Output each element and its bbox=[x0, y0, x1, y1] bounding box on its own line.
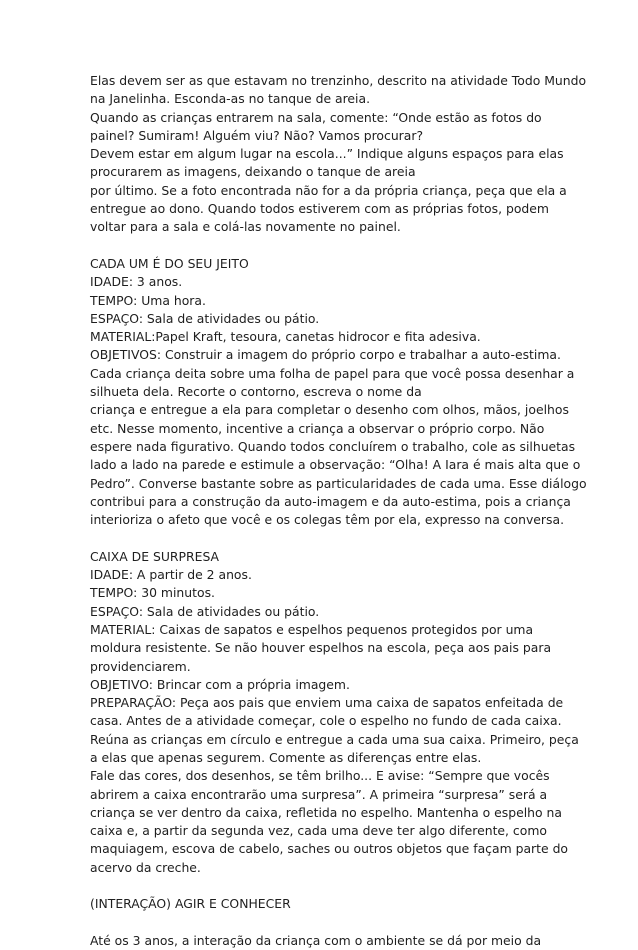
text-line: OBJETIVOS: Construir a imagem do próprio corpo e trabalhar a auto-estima. bbox=[90, 347, 561, 363]
text-line: PREPARAÇÃO: Peça aos pais que enviem uma caixa de sapatos enfeitada de bbox=[90, 695, 564, 711]
text-line: maquiagem, escova de cabelo, saches ou outros objetos que façam parte do bbox=[90, 841, 569, 857]
text-line: contribui para a construção da auto-imagem e da auto-estima, pois a criança bbox=[90, 493, 571, 509]
text-line: Devem estar em algum lugar na escola...” Indique alguns espaços para elas bbox=[90, 146, 564, 162]
text-line: criança e entregue a ela para completar o desenho com olhos, mãos, joelhos bbox=[90, 402, 569, 418]
text-line: entregue ao dono. Quando todos estiverem com as próprias fotos, podem bbox=[90, 201, 549, 217]
text-line: procurarem as imagens, deixando o tanque de areia bbox=[90, 164, 416, 180]
paragraph-intro bbox=[90, 72, 587, 237]
text-line: TEMPO: Uma hora. bbox=[90, 292, 206, 308]
paragraph-spacer bbox=[90, 914, 560, 932]
text-line: providenciarem. bbox=[90, 658, 191, 674]
text-line: espere nada figurativo. Quando todos concluírem o trabalho, cole as silhuetas bbox=[90, 438, 576, 454]
section-heading: (INTERAÇÃO) AGIR E CONHECER bbox=[90, 896, 291, 912]
text-line: por último. Se a foto encontrada não for a da própria criança, peça que ela a bbox=[90, 182, 567, 198]
text-line: caixa e, a partir da segunda vez, cada uma deve ter algo diferente, como bbox=[90, 823, 547, 839]
text-line: Quando as crianças entrarem na sala, comente: “Onde estão as fotos do bbox=[90, 109, 542, 125]
text-line: IDADE: A partir de 2 anos. bbox=[90, 567, 252, 583]
text-line: IDADE: 3 anos. bbox=[90, 274, 183, 290]
paragraph-spacer bbox=[90, 877, 560, 895]
activity-title: CADA UM É DO SEU JEITO bbox=[90, 255, 249, 271]
text-line: voltar para a sala e colá-las novamente no painel. bbox=[90, 219, 401, 235]
text-line: lado a lado na parede e estimule a observação: “Olha! A Iara é mais alta que o bbox=[90, 457, 581, 473]
text-line: casa. Antes de a atividade começar, cole o espelho no fundo de cada caixa. bbox=[90, 713, 562, 729]
text-line: TEMPO: 30 minutos. bbox=[90, 585, 215, 601]
text-line: etc. Nesse momento, incentive a criança a observar o próprio corpo. Não bbox=[90, 420, 545, 436]
text-line: acervo da creche. bbox=[90, 859, 201, 875]
text-line: MATERIAL:Papel Kraft, tesoura, canetas hidrocor e fita adesiva. bbox=[90, 329, 481, 345]
text-line: OBJETIVO: Brincar com a própria imagem. bbox=[90, 676, 350, 692]
text-line: abrirem a caixa encontrarão uma surpresa”. A primeira “surpresa” será a bbox=[90, 786, 548, 802]
activity-caixa-surpresa bbox=[90, 548, 579, 877]
text-line: na Janelinha. Esconda-as no tanque de areia. bbox=[90, 91, 371, 107]
text-line: Cada criança deita sobre uma folha de papel para que você possa desenhar a bbox=[90, 365, 575, 381]
paragraph-interacao bbox=[90, 932, 560, 950]
text-line: MATERIAL: Caixas de sapatos e espelhos pequenos protegidos por uma bbox=[90, 621, 534, 637]
text-line: silhueta dela. Recorte o contorno, escreva o nome da bbox=[90, 384, 422, 400]
activity-cada-um bbox=[90, 255, 587, 529]
text-line: Pedro”. Converse bastante sobre as particularidades de cada uma. Esse diálogo bbox=[90, 475, 587, 491]
text-line: moldura resistente. Se não houver espelhos na escola, peça aos pais para bbox=[90, 640, 552, 656]
text-line: ESPAÇO: Sala de atividades ou pátio. bbox=[90, 603, 320, 619]
text-line: painel? Sumiram! Alguém viu? Não? Vamos procurar? bbox=[90, 127, 424, 143]
paragraph-spacer bbox=[90, 529, 560, 547]
text-line: a elas que apenas segurem. Comente as diferenças entre elas. bbox=[90, 749, 482, 765]
text-line: Reúna as crianças em círculo e entregue a cada uma sua caixa. Primeiro, peça bbox=[90, 731, 579, 747]
text-line: ESPAÇO: Sala de atividades ou pátio. bbox=[90, 310, 320, 326]
text-line: interioriza o afeto que você e os colegas têm por ela, expresso na conversa. bbox=[90, 512, 565, 528]
activity-title: CAIXA DE SURPRESA bbox=[90, 548, 220, 564]
section-interacao bbox=[90, 895, 560, 913]
paragraph-spacer bbox=[90, 237, 560, 255]
text-line: criança se ver dentro da caixa, refletida no espelho. Mantenha o espelho na bbox=[90, 804, 562, 820]
text-line: Elas devem ser as que estavam no trenzinho, descrito na atividade Todo Mundo bbox=[90, 73, 587, 88]
text-line: Fale das cores, dos desenhos, se têm brilho... E avise: “Sempre que vocês bbox=[90, 768, 550, 784]
document-body bbox=[90, 72, 587, 950]
text-line: Até os 3 anos, a interação da criança com o ambiente se dá por meio da bbox=[90, 932, 542, 948]
